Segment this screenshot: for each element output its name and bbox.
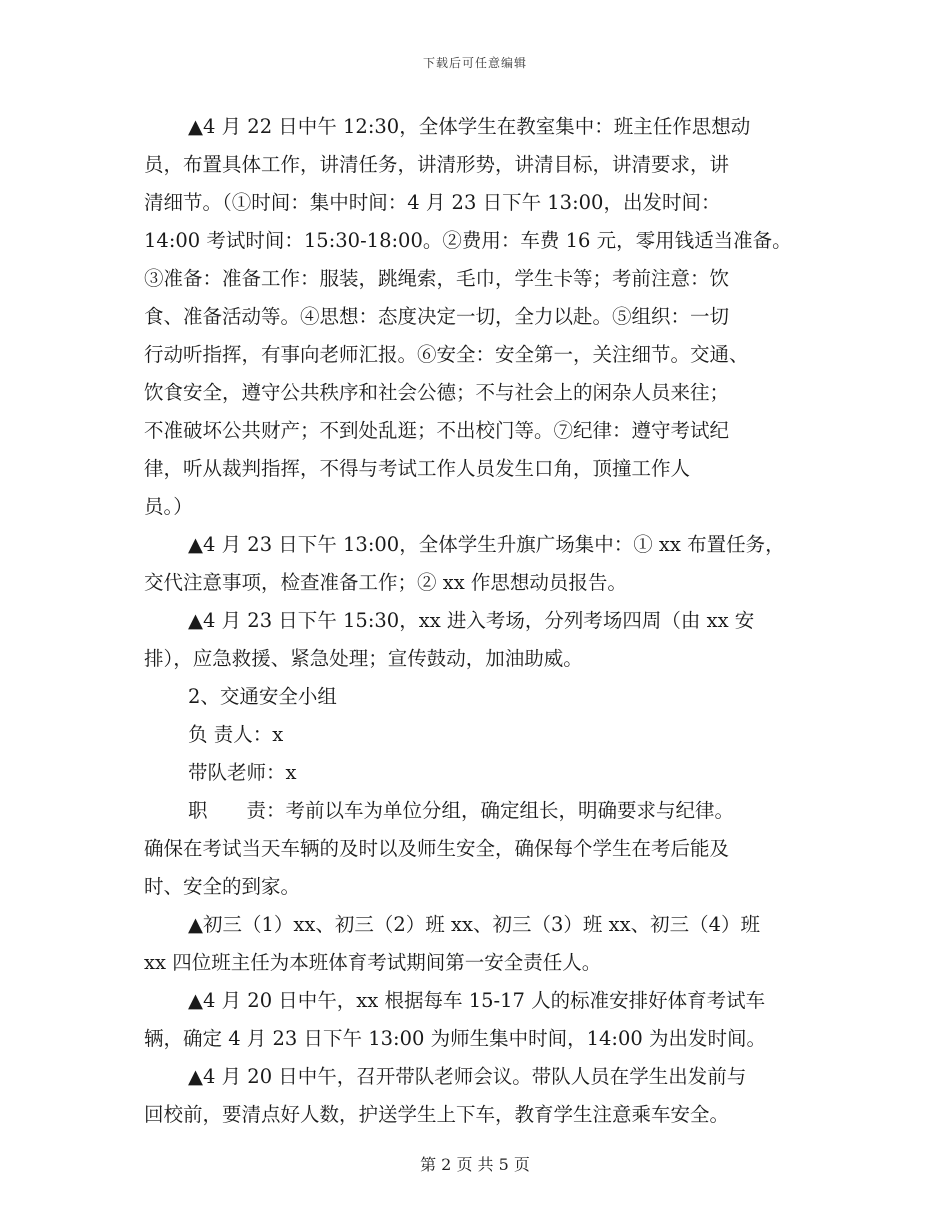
text-line: 员，布置具体工作，讲清任务，讲清形势，讲清目标，讲清要求，讲 (144, 153, 730, 176)
text-line: 员。） (144, 495, 193, 518)
page-footer: 第 2 页 共 5 页 (420, 1155, 530, 1174)
text-line: 负 责人：x (188, 723, 284, 746)
text-line: 回校前，要清点好人数，护送学生上下车，教育学生注意乘车安全。 (144, 1103, 730, 1126)
text-line: 交代注意事项，检查准备工作；② xx 作思想动员报告。 (144, 571, 627, 594)
document-body (144, 108, 814, 1134)
text-line: 饮食安全，遵守公共秩序和社会公德；不与社会上的闲杂人员来往； (144, 381, 730, 404)
text-line: ▲初三（1）xx、初三（2）班 xx、初三（3）班 xx、初三（4）班 (188, 913, 761, 936)
text-line: 行动听指挥，有事向老师汇报。⑥安全：安全第一，关注细节。交通、 (144, 343, 749, 366)
text-line: 时、安全的到家。 (144, 875, 301, 898)
text-line: 确保在考试当天车辆的及时以及师生安全，确保每个学生在考后能及 (144, 837, 730, 860)
page-header: 下载后可任意编辑 (422, 56, 527, 70)
text-line: ▲4 月 20 日中午，xx 根据每车 15-17 人的标准安排好体育考试车 (188, 989, 766, 1012)
text-line: ▲4 月 22 日中午 12:30，全体学生在教室集中：班主任作思想动 (188, 115, 751, 138)
text-line: 14:00 考试时间：15:30-18:00。②费用：车费 16 元，零用钱适当准备。 (144, 229, 792, 252)
text-line: 排），应急救援、紧急处理；宣传鼓动，加油助威。 (144, 647, 583, 670)
text-line: 食、准备活动等。④思想：态度决定一切，全力以赴。⑤组织：一切 (144, 305, 730, 328)
text-line: 辆，确定 4 月 23 日下午 13:00 为师生集中时间，14:00 为出发时间。 (144, 1027, 767, 1050)
text-line: xx 四位班主任为本班体育考试期间第一安全责任人。 (144, 951, 602, 974)
text-line: 职 责：考前以车为单位分组，确定组长，明确要求与纪律。 (188, 799, 735, 822)
text-line: 带队老师：x (188, 761, 297, 784)
text-line: ▲4 月 23 日下午 13:00，全体学生升旗广场集中：① xx 布置任务， (188, 533, 785, 556)
text-line: ③准备：准备工作：服装，跳绳索，毛巾，学生卡等；考前注意：饮 (144, 267, 730, 290)
text-line: ▲4 月 20 日中午，召开带队老师会议。带队人员在学生出发前与 (188, 1065, 747, 1088)
text-line: 不准破坏公共财产；不到处乱逛；不出校门等。⑦纪律：遵守考试纪 (144, 419, 730, 442)
text-line: 清细节。（①时间：集中时间：4 月 23 日下午 13:00，出发时间： (144, 191, 721, 214)
section-heading: 2、交通安全小组 (188, 685, 337, 708)
text-line: 律，听从裁判指挥，不得与考试工作人员发生口角，顶撞工作人 (144, 457, 691, 480)
text-line: ▲4 月 23 日下午 15:30，xx 进入考场，分列考场四周（由 xx 安 (188, 609, 755, 632)
